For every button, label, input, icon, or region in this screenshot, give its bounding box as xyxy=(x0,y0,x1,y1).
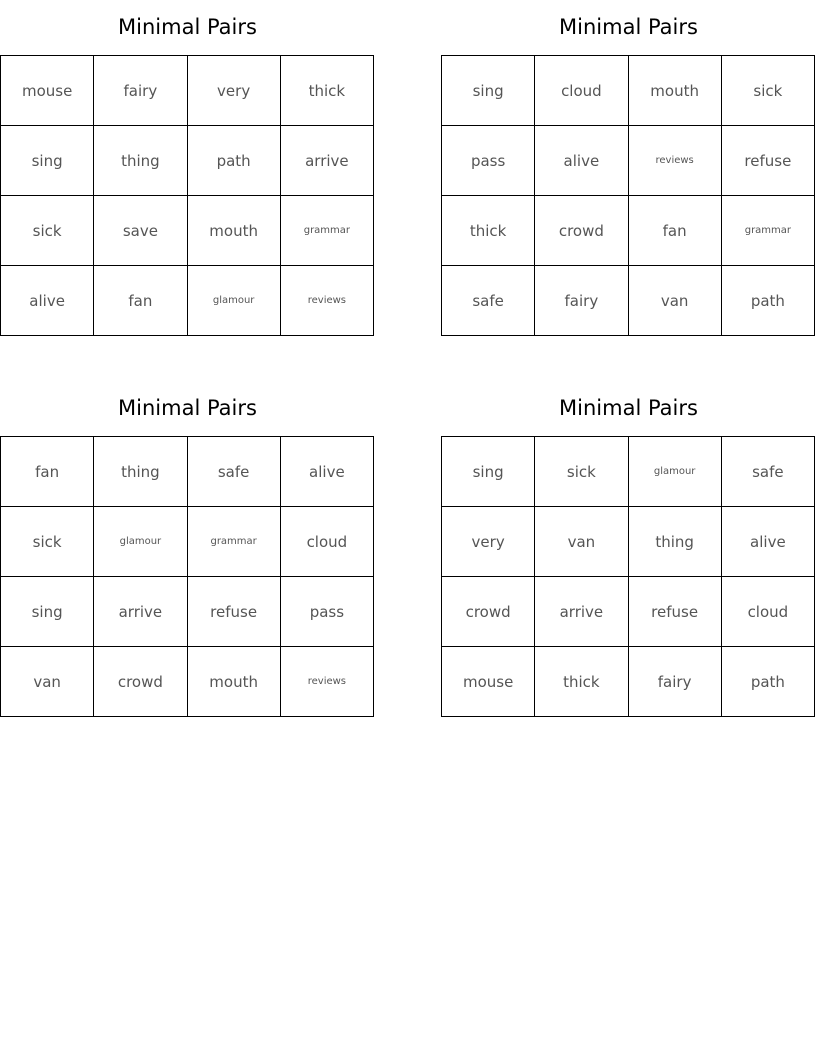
bingo-cell: van xyxy=(629,266,722,336)
bingo-cell: alive xyxy=(1,266,94,336)
bingo-cell: cloud xyxy=(281,507,374,577)
bingo-cell: mouth xyxy=(629,56,722,126)
bingo-cell: sick xyxy=(1,507,94,577)
bingo-cell: sick xyxy=(1,196,94,266)
bingo-cell: reviews xyxy=(281,266,374,336)
bingo-cell: path xyxy=(722,266,815,336)
card-title: Minimal Pairs xyxy=(118,15,257,39)
bingo-cell: mouth xyxy=(188,647,281,717)
bingo-cell: refuse xyxy=(629,577,722,647)
bingo-cell: thing xyxy=(629,507,722,577)
bingo-cell: thick xyxy=(281,56,374,126)
bingo-cell: glamour xyxy=(94,507,187,577)
bingo-grid xyxy=(441,436,815,717)
bingo-cell: arrive xyxy=(94,577,187,647)
bingo-cell: alive xyxy=(535,126,628,196)
bingo-cell: sick xyxy=(722,56,815,126)
bingo-cell: arrive xyxy=(281,126,374,196)
bingo-cell: fan xyxy=(629,196,722,266)
bingo-grid xyxy=(0,55,374,336)
bingo-cell: fairy xyxy=(535,266,628,336)
bingo-card xyxy=(0,10,375,336)
bingo-cell: fairy xyxy=(94,56,187,126)
bingo-cell: refuse xyxy=(722,126,815,196)
bingo-cell: very xyxy=(188,56,281,126)
bingo-cell: mouth xyxy=(188,196,281,266)
bingo-cell: glamour xyxy=(188,266,281,336)
bingo-cell: fan xyxy=(1,437,94,507)
bingo-cell: crowd xyxy=(94,647,187,717)
bingo-cell: fan xyxy=(94,266,187,336)
bingo-cell: path xyxy=(722,647,815,717)
bingo-cell: van xyxy=(535,507,628,577)
bingo-cell: grammar xyxy=(188,507,281,577)
bingo-cell: pass xyxy=(281,577,374,647)
bingo-grid xyxy=(441,55,815,336)
bingo-cell: cloud xyxy=(535,56,628,126)
bingo-cell: sing xyxy=(442,56,535,126)
bingo-cell: alive xyxy=(281,437,374,507)
bingo-cell: crowd xyxy=(535,196,628,266)
bingo-cell: pass xyxy=(442,126,535,196)
bingo-cell: thick xyxy=(535,647,628,717)
card-title: Minimal Pairs xyxy=(559,15,698,39)
bingo-cell: fairy xyxy=(629,647,722,717)
bingo-grid xyxy=(0,436,374,717)
bingo-cell: safe xyxy=(722,437,815,507)
bingo-cell: glamour xyxy=(629,437,722,507)
bingo-cell: arrive xyxy=(535,577,628,647)
bingo-cell: van xyxy=(1,647,94,717)
bingo-cell: safe xyxy=(188,437,281,507)
bingo-cell: reviews xyxy=(629,126,722,196)
bingo-cell: sick xyxy=(535,437,628,507)
bingo-cell: alive xyxy=(722,507,815,577)
card-title: Minimal Pairs xyxy=(559,396,698,420)
bingo-cell: thick xyxy=(442,196,535,266)
bingo-cell: grammar xyxy=(281,196,374,266)
card-title: Minimal Pairs xyxy=(118,396,257,420)
bingo-cell: reviews xyxy=(281,647,374,717)
bingo-cell: thing xyxy=(94,437,187,507)
bingo-cell: path xyxy=(188,126,281,196)
bingo-card xyxy=(441,10,816,336)
bingo-cell: refuse xyxy=(188,577,281,647)
bingo-cell: grammar xyxy=(722,196,815,266)
bingo-cell: mouse xyxy=(1,56,94,126)
bingo-cell: thing xyxy=(94,126,187,196)
bingo-cell: sing xyxy=(442,437,535,507)
bingo-cell: mouse xyxy=(442,647,535,717)
bingo-cell: sing xyxy=(1,126,94,196)
bingo-card xyxy=(441,391,816,717)
bingo-cell: sing xyxy=(1,577,94,647)
bingo-cell: cloud xyxy=(722,577,815,647)
bingo-cell: very xyxy=(442,507,535,577)
bingo-cell: crowd xyxy=(442,577,535,647)
bingo-cell: safe xyxy=(442,266,535,336)
bingo-cell: save xyxy=(94,196,187,266)
bingo-card xyxy=(0,391,375,717)
